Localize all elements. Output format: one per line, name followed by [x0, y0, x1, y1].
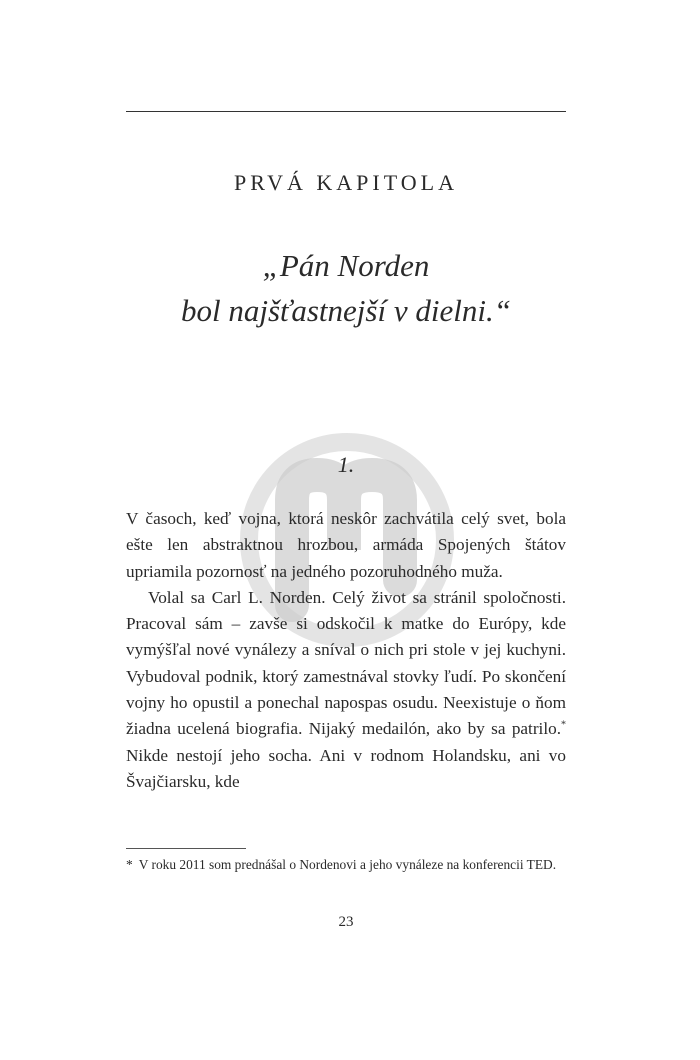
paragraph-2-text: Volal sa Carl L. Norden. Celý život sa stránil spoločnosti. Pracoval sám – zavše si odskočil k matke do Európy, kde vymýšľal nové vynálezy a sníval o nich pri stole v jej kuchyni. Vybudoval podnik, ktorý zamestnával stovky ľudí. Po skončení vojny ho opustil a ponechal napospas osudu. Neexistuje o ňom žiadna ucelená biografia. Nijaký medailón, ako by sa patrilo. [126, 587, 566, 739]
chapter-label: PRVÁ KAPITOLA [233, 170, 458, 195]
footnote-rule [126, 848, 246, 849]
chapter-title-line-2: bol najšťastnejší v dielni.“ [181, 293, 511, 328]
footnote-marker: * [126, 857, 133, 872]
section-number: 1. [337, 452, 355, 477]
paragraph-1: V časoch, keď vojna, ktorá neskôr zachvátila celý svet, bola ešte len abstraktnou hrozbou, armáda Spojených štátov upriamila pozornosť na jedného pozoruhodného muža. [126, 509, 566, 581]
top-rule [126, 111, 566, 112]
chapter-title-line-1: „Pán Norden [262, 248, 430, 283]
footnote-reference[interactable]: * [561, 719, 566, 731]
footnote [126, 855, 566, 875]
paragraph-2 [126, 585, 566, 795]
footnote-text: V roku 2011 som prednášal o Nordenovi a jeho vynáleze na konferencii TED. [138, 857, 557, 872]
body-text [126, 506, 566, 795]
page-number: 23 [338, 914, 354, 930]
chapter-title [126, 243, 566, 333]
paragraph-2-continued: Nikde nestojí jeho socha. Ani v rodnom Holandsku, ani vo Švajčiarsku, kde [126, 745, 566, 791]
